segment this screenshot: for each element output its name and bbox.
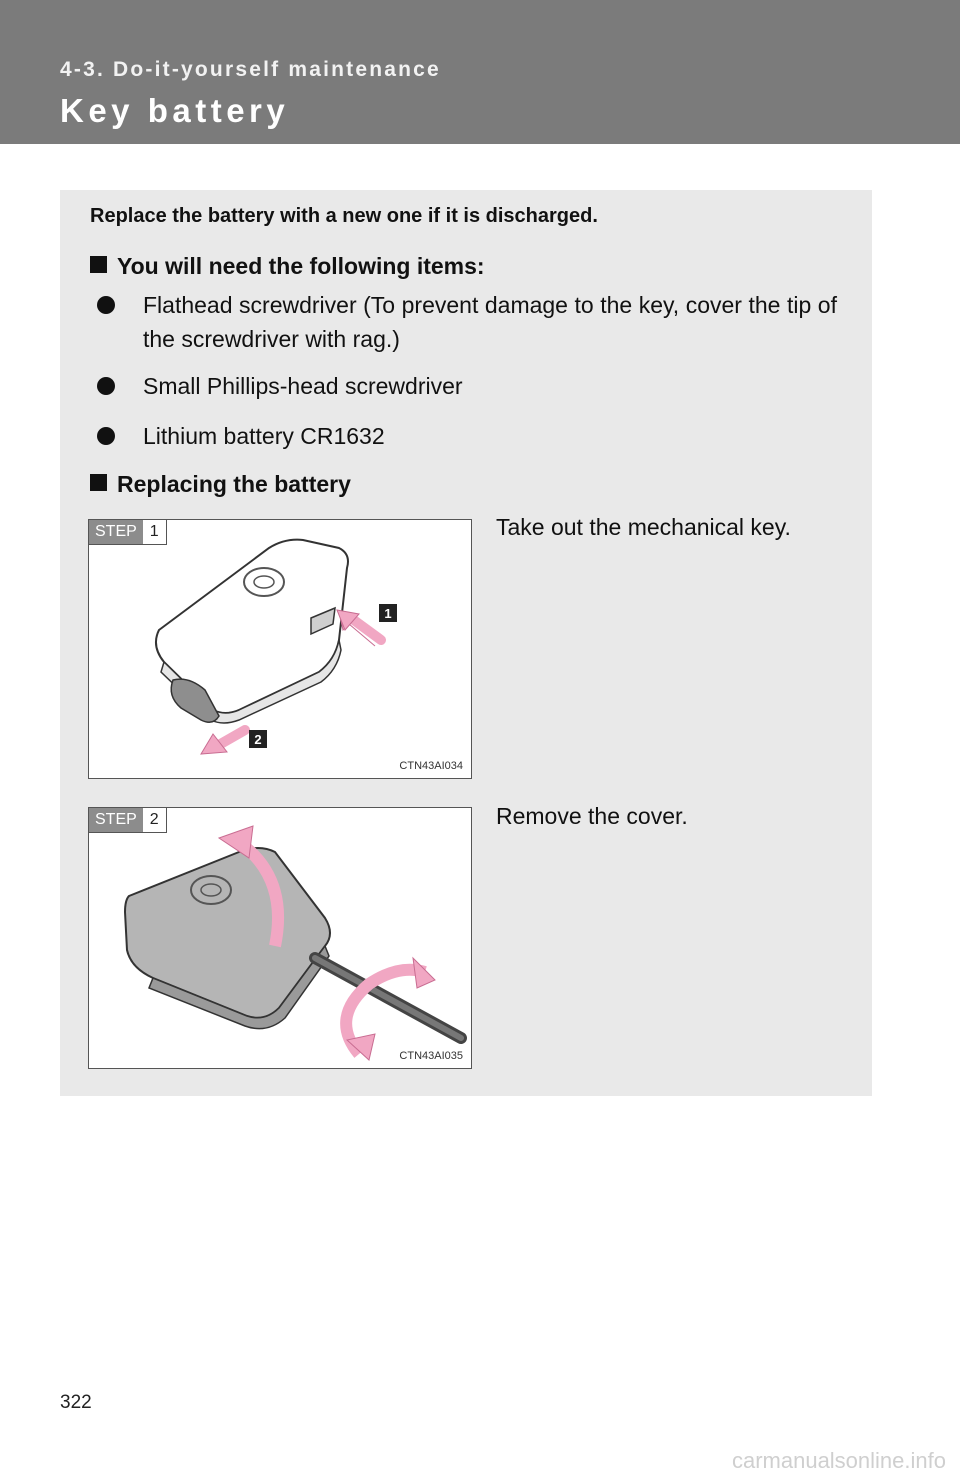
page-title: Key battery <box>60 92 290 129</box>
bullet-dot-icon <box>97 377 115 395</box>
bullet-dot-icon <box>97 427 115 445</box>
page-header <box>0 0 960 144</box>
step1-figure <box>88 519 472 779</box>
replace-heading <box>90 471 351 498</box>
figure-code: CTN43AI035 <box>399 1050 463 1062</box>
figure-code: CTN43AI034 <box>399 760 463 772</box>
step-tag-label: STEP <box>89 520 143 544</box>
watermark: carmanualsonline.info <box>731 1448 946 1473</box>
section-label: 4-3. Do-it-yourself maintenance <box>60 58 441 81</box>
list-item <box>97 369 837 403</box>
step1-text: Take out the mechanical key. <box>496 514 791 540</box>
key-fob-remove-key-illustration <box>89 520 472 779</box>
items-heading <box>90 253 485 280</box>
bullet-dot-icon <box>97 296 115 314</box>
list-item-text: Lithium battery CR1632 <box>143 423 385 449</box>
key-fob-remove-cover-illustration <box>89 808 472 1069</box>
list-item-text: Small Phillips-head screwdriver <box>143 373 463 399</box>
list-item <box>97 288 837 356</box>
square-bullet-icon <box>90 474 107 491</box>
list-item-text: Flathead screwdriver (To prevent damage to the key, cover the tip of the screwdriver with rag.) <box>143 292 837 352</box>
step2-text: Remove the cover. <box>496 803 688 829</box>
step-tag-number: 1 <box>149 523 159 540</box>
page-number: 322 <box>60 1392 92 1413</box>
step-tag-number: 2 <box>149 811 159 828</box>
step-tag <box>89 808 167 833</box>
step2-figure <box>88 807 472 1069</box>
items-heading-label: You will need the following items: <box>117 253 485 279</box>
square-bullet-icon <box>90 256 107 273</box>
callout-1-label: 1 <box>384 606 392 621</box>
replace-heading-label: Replacing the battery <box>117 471 351 497</box>
step-tag-label: STEP <box>89 808 143 832</box>
list-item <box>97 419 837 453</box>
intro-text: Replace the battery with a new one if it is discharged. <box>90 205 598 227</box>
callout-2-label: 2 <box>254 732 262 747</box>
step-tag <box>89 520 167 545</box>
